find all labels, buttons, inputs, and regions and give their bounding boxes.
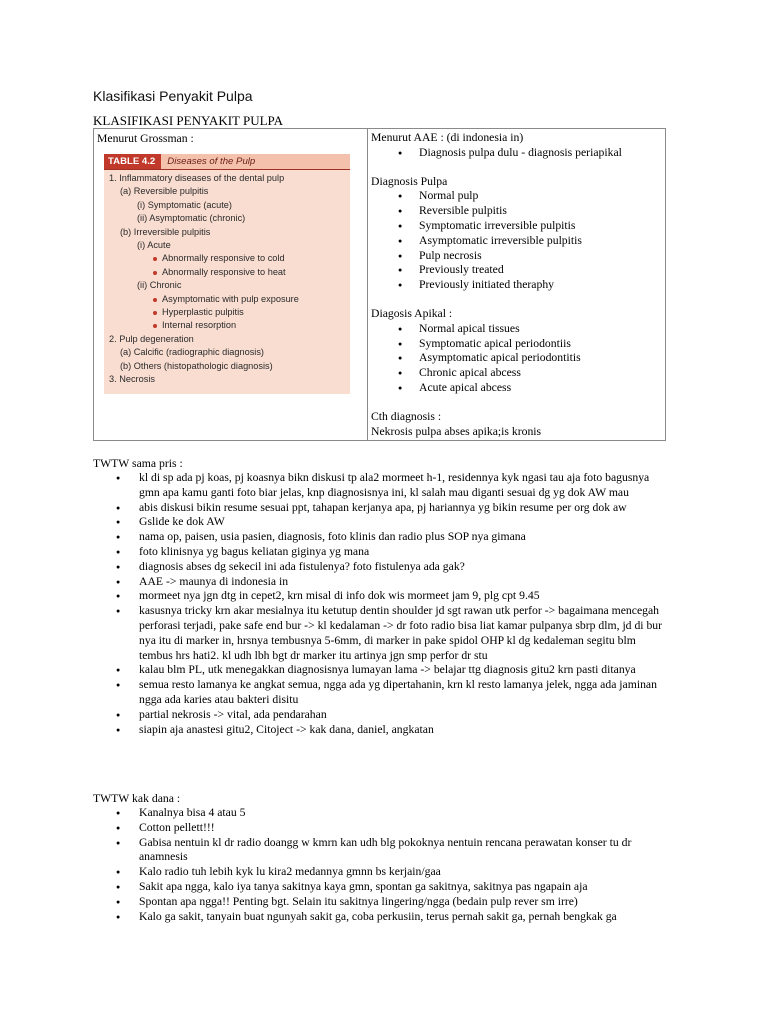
red-bullet-icon — [153, 257, 157, 261]
list-item: ● diagnosis abses dg sekecil ini ada fistulenya? foto fistulenya ada gak? — [93, 560, 668, 575]
classification-table — [93, 128, 666, 441]
figure-row-bulleted — [104, 293, 350, 306]
figure-row-text: Abnormally responsive to cold — [162, 253, 285, 264]
list-item: ● Asymptomatic irreversible pulpitis — [371, 234, 665, 249]
list-item: ● Previously initiated theraphy — [371, 278, 665, 293]
twtw-dana-heading: TWTW kak dana : — [93, 792, 181, 805]
aae-header: Menurut AAE : (di indonesia in) — [371, 131, 524, 144]
pulpa-list — [371, 189, 665, 293]
grossman-header: Menurut Grossman : — [97, 132, 194, 145]
aae-list — [371, 146, 665, 161]
list-item: ● Kalo ga sakit, tanyain buat ngunyah sakit ga, coba perkusiin, terus pernah sakit ga, pernah bengkak ga — [93, 910, 668, 925]
example-text: Nekrosis pulpa abses apika;is kronis — [371, 424, 542, 438]
list-item: ● partial nekrosis -> vital, ada pendarahan — [93, 708, 668, 723]
twtw-pris-section — [93, 456, 668, 737]
figure-row-bulleted — [104, 266, 350, 279]
list-item: ● Normal pulp — [371, 189, 665, 204]
figure-row-bulleted — [104, 252, 350, 265]
list-item: ● Symptomatic apical periodontiis — [371, 337, 665, 352]
apikal-list — [371, 322, 665, 396]
figure-row-text: Abnormally responsive to heat — [162, 266, 286, 277]
figure-row: (i) Symptomatic (acute) — [137, 199, 232, 210]
figure-row: (b) Irreversible pulpitis — [120, 226, 211, 237]
red-bullet-icon — [153, 324, 157, 328]
figure-body — [104, 170, 350, 387]
figure-row: (a) Calcific (radiographic diagnosis) — [120, 347, 264, 358]
twtw-pris-heading: TWTW sama pris : — [93, 457, 183, 470]
red-bullet-icon — [153, 311, 157, 315]
list-item: ● Diagnosis pulpa dulu - diagnosis periapikal — [371, 146, 665, 161]
list-item: ● Reversible pulpitis — [371, 204, 665, 219]
figure-row: 2. Pulp degeneration — [109, 333, 194, 344]
figure-label: TABLE 4.2 — [104, 154, 161, 169]
red-bullet-icon — [153, 298, 157, 302]
list-item: ● Normal apical tissues — [371, 322, 665, 337]
list-item: ● kalau blm PL, utk menegakkan diagnosisnya lumayan lama -> belajar ttg diagnosis gitu2 krn pasti ditanya — [93, 663, 668, 678]
figure-row: 3. Necrosis — [109, 374, 155, 385]
apikal-heading: Diagosis Apikal : — [371, 306, 453, 320]
diseases-of-pulp-figure — [104, 154, 350, 394]
red-bullet-icon — [153, 271, 157, 275]
list-item: ● Previously treated — [371, 263, 665, 278]
figure-row: (a) Reversible pulpitis — [120, 186, 209, 197]
list-item: ● Spontan apa ngga!! Penting bgt. Selain itu sakitnya lingering/ngga (bedain pulp rever sm irre) — [93, 895, 668, 910]
list-item: ● Pulp necrosis — [371, 249, 665, 264]
twtw-pris-list — [93, 471, 668, 737]
pulpa-heading: Diagnosis Pulpa — [371, 174, 448, 188]
list-item: ● Asymptomatic apical periodontitis — [371, 351, 665, 366]
figure-caption: Diseases of the Pulp — [161, 154, 350, 169]
figure-header — [104, 154, 350, 170]
list-item: ● Kanalnya bisa 4 atau 5 — [93, 806, 668, 821]
document-title: Klasifikasi Penyakit Pulpa — [93, 88, 253, 104]
list-item: ● siapin aja anastesi gitu2, Citoject -> kak dana, daniel, angkatan — [93, 723, 668, 738]
list-item: ● abis diskusi bikin resume sesuai ppt, tahapan kerjanya apa, pj hariannya yg bikin resume per org dok aw — [93, 501, 668, 516]
figure-row: (ii) Asymptomatic (chronic) — [137, 213, 246, 224]
list-item: ● kasusnya tricky krn akar mesialnya itu ketutup dentin shoulder jd sgt rawan utk perfor -> bagaimana mencegah perforasi terjadi, pake safe end bur -> kl kedalaman -> dr foto radio bisa liat kamar pulpanya sbrp dlm, jd di bur nya itu di marker in, hrsnya tembusnya 5-6mm, di marker in pake spidol OHP kl dg kedaleman segitu blm tembus hrs hati2. kl udh lbh bgt dr marker itu artinya jgn smp perfor dr stu — [93, 604, 668, 663]
grossman-cell — [94, 129, 368, 441]
figure-row-text: Asymptomatic with pulp exposure — [162, 293, 299, 304]
figure-row-bulleted — [104, 319, 350, 332]
list-item: ● Gslide ke dok AW — [93, 515, 668, 530]
figure-row-text: Internal resorption — [162, 320, 237, 331]
list-item: ● semua resto lamanya ke angkat semua, ngga ada yg dipertahanin, krn kl resto lamanya jelek, ngga ada jaminan ngga ada karies atau bakteri disitu — [93, 678, 668, 708]
list-item: ● nama op, paisen, usia pasien, diagnosis, foto klinis dan radio plus SOP nya gimana — [93, 530, 668, 545]
figure-row: (b) Others (histopathologic diagnosis) — [120, 360, 273, 371]
twtw-dana-section — [93, 791, 668, 924]
list-item: ● Symptomatic irreversible pulpitis — [371, 219, 665, 234]
aae-cell — [368, 129, 666, 441]
figure-row-text: Hyperplastic pulpitis — [162, 307, 244, 318]
list-item: ● Cotton pellett!!! — [93, 821, 668, 836]
list-item: ● Acute apical abcess — [371, 381, 665, 396]
figure-row-bulleted — [104, 306, 350, 319]
list-item: ● foto klinisnya yg bagus keliatan giginya yg mana — [93, 545, 668, 560]
list-item: ● Chronic apical abcess — [371, 366, 665, 381]
list-item: ● kl di sp ada pj koas, pj koasnya bikn diskusi tp ala2 mormeet h-1, residennya kyk ngasi tau aja foto bagusnya gmn apa kamu ganti foto biar jelas, knp diagnosisnya ini, kl salah mau diganti sesuai dg yg dok AW mau — [93, 471, 668, 501]
example-heading: Cth diagnosis : — [371, 409, 442, 423]
list-item: ● Gabisa nentuin kl dr radio doangg w kmrn kan udh blg pokoknya nentuin rencana perawatan konser tu dr anamnesis — [93, 836, 668, 866]
twtw-dana-list — [93, 806, 668, 924]
figure-row: 1. Inflammatory diseases of the dental pulp — [109, 173, 285, 183]
list-item: ● mormeet nya jgn dtg in cepet2, krn misal di info dok wis mormeet jam 9, plg cpt 9.45 — [93, 589, 668, 604]
figure-row: (i) Acute — [137, 240, 171, 251]
list-item: ● AAE -> maunya di indonesia in — [93, 575, 668, 590]
figure-row: (ii) Chronic — [137, 280, 182, 291]
section-heading: KLASIFIKASI PENYAKIT PULPA — [93, 113, 283, 128]
list-item: ● Sakit apa ngga, kalo iya tanya sakitnya kaya gmn, spontan ga sakitnya, sakitnya pas ngapain aja — [93, 880, 668, 895]
list-item: ● Kalo radio tuh lebih kyk lu kira2 medannya gmnn bs kerjain/gaa — [93, 865, 668, 880]
